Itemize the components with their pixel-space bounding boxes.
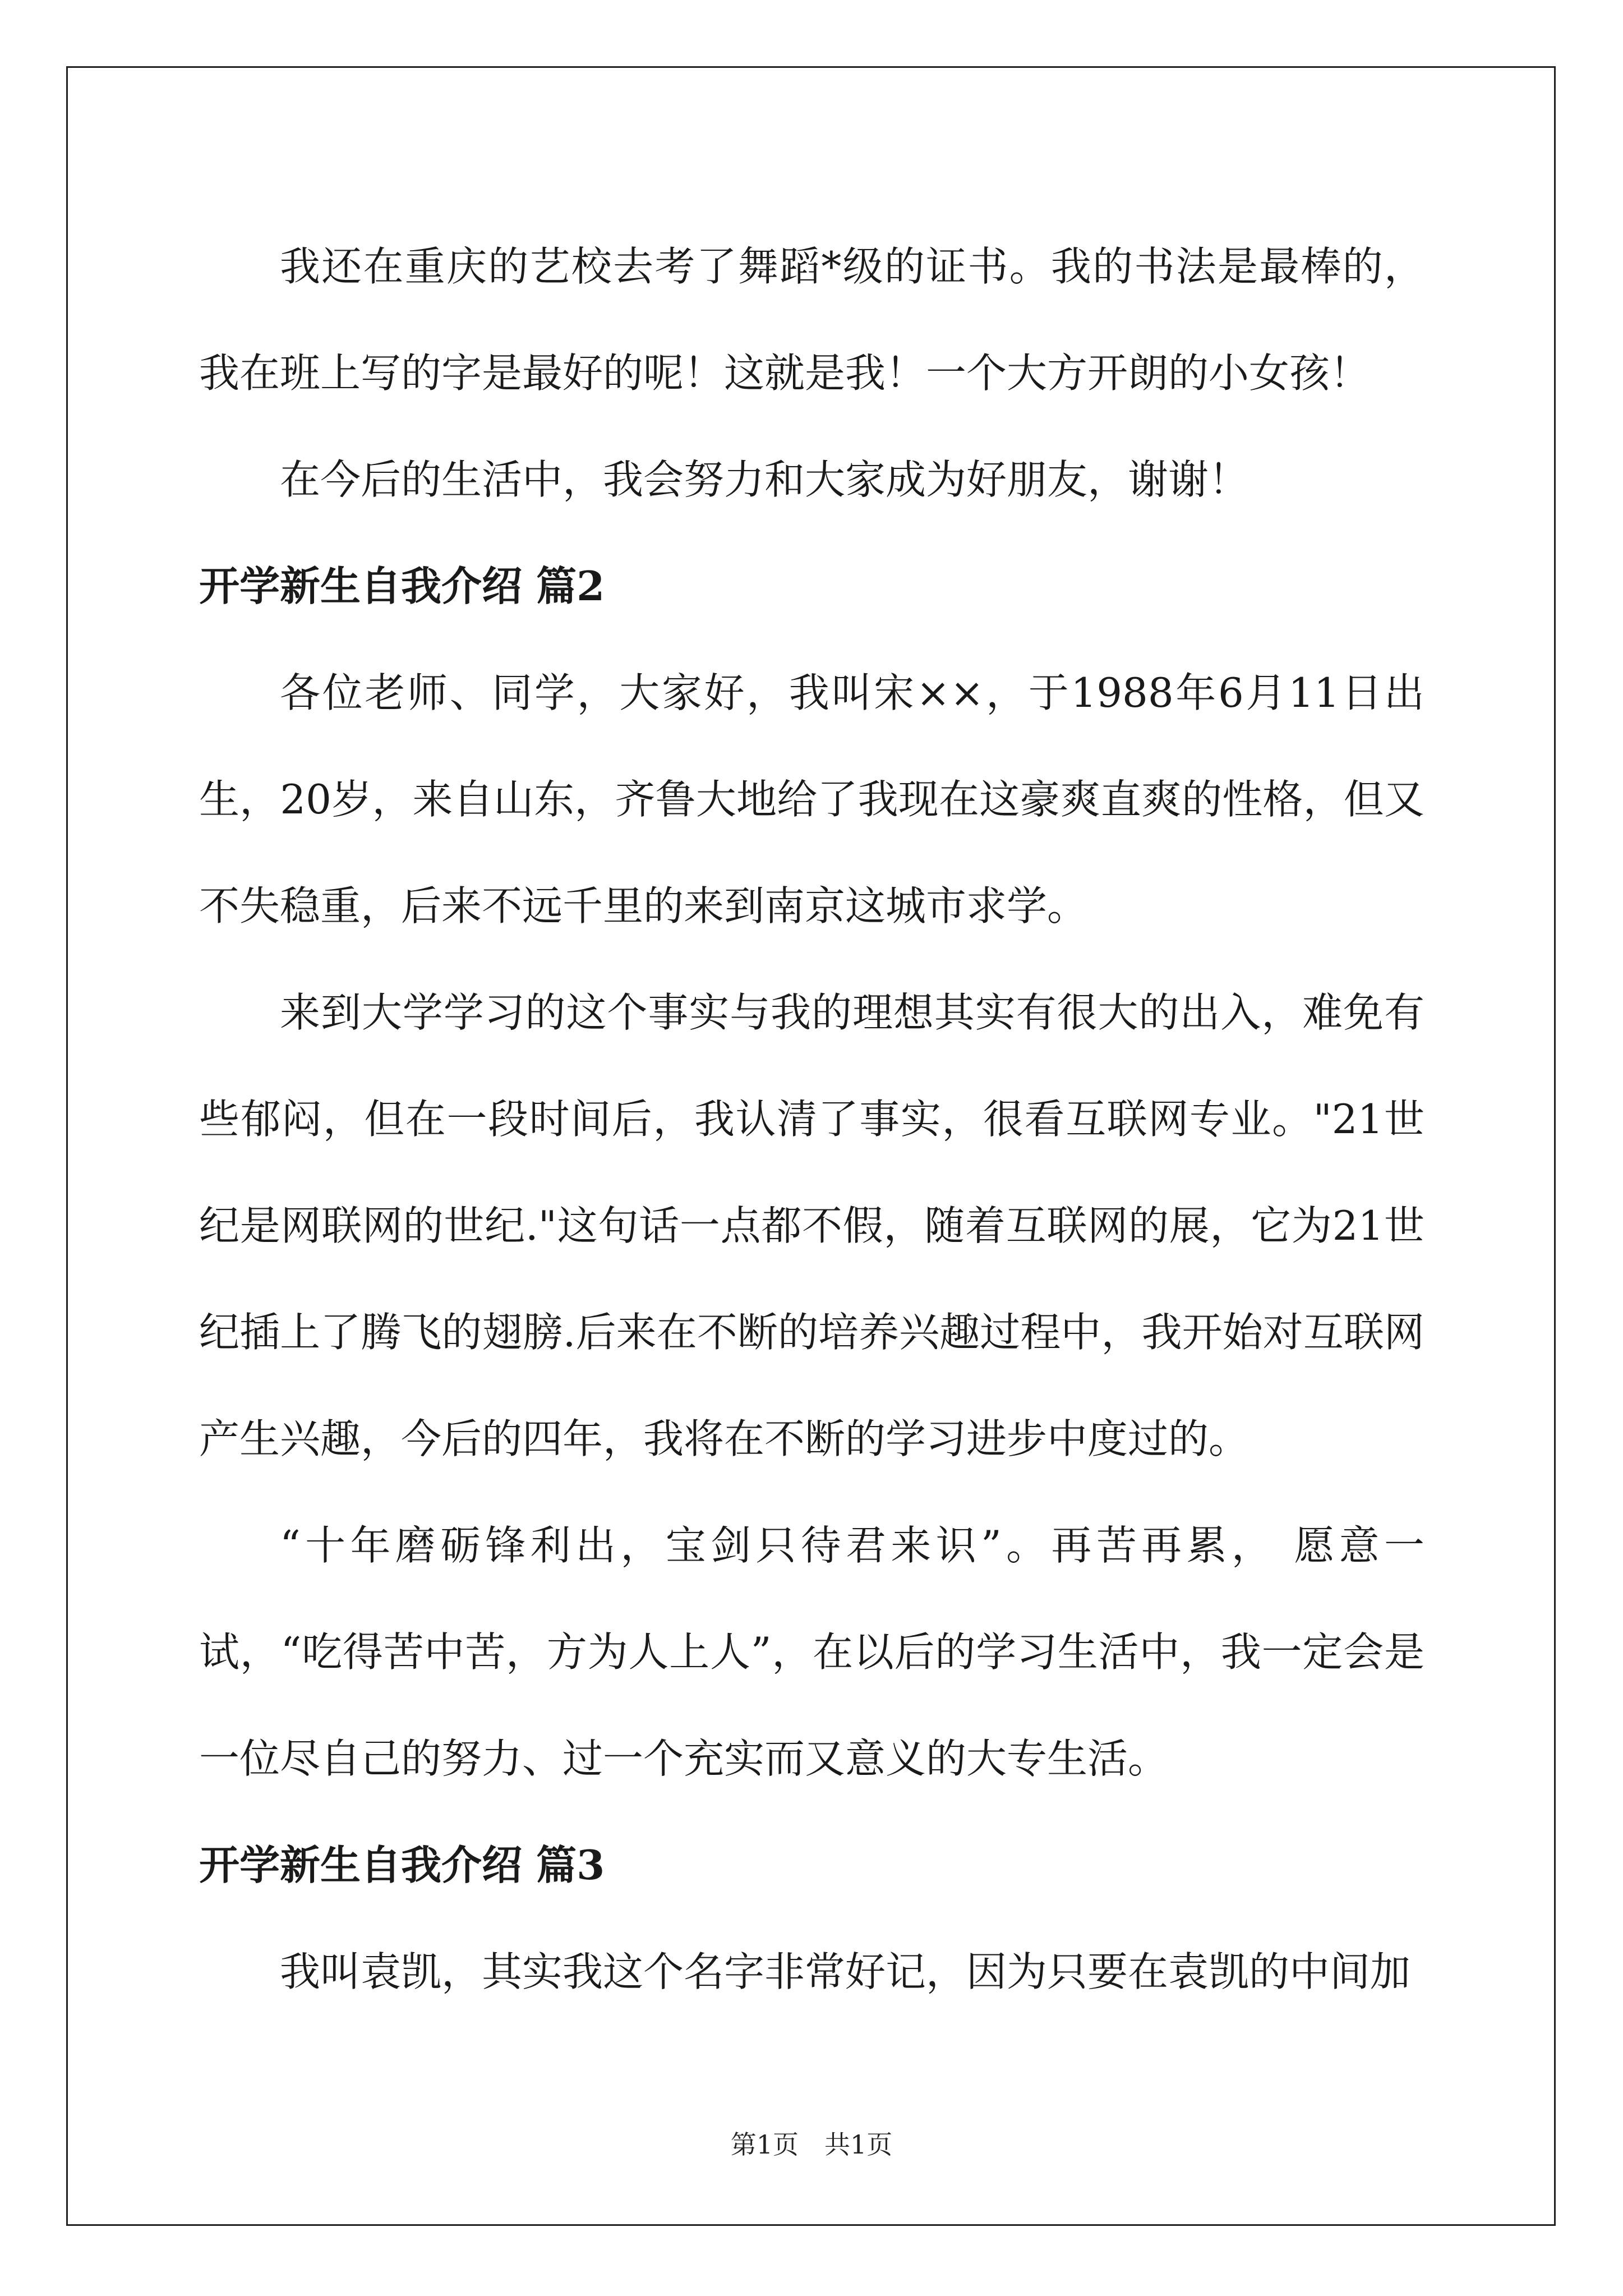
paragraph-university-internet: 来到大学学习的这个事实与我的理想其实有很大的出入，难免有些郁闷，但在一段时间后，我认清了事实，很看互联网专业。"21世纪是网联网的世纪."这句话一点都不假，随着互联网的展，它为21世纪插上了腾飞的翅膀.后来在不断的培养兴趣过程中，我开始对互联网产生兴趣，今后的四年，我将在不断的学习进步中度过的。	[199, 989, 1424, 1462]
paragraph-motto: “十年磨砺锋利出，宝剑只待君来识”。再苦再累， 愿意一试，“吃得苦中苦，方为人上人”，在以后的学习生活中，我一定会是一位尽自己的努力、过一个充实而又意义的大专生活。	[199, 1522, 1424, 1782]
paragraph-thanks: 在今后的生活中，我会努力和大家成为好朋友，谢谢！	[280, 456, 1249, 503]
page-total: 共1页	[824, 2129, 893, 2160]
section-heading-3: 开学新生自我介绍 篇3	[199, 1841, 605, 1889]
paragraph-name-intro: 我叫袁凯，其实我这个名字非常好记，因为只要在袁凯的中间加	[280, 1948, 1411, 1995]
paragraph-dance-calligraphy: 我还在重庆的艺校去考了舞蹈*级的证书。我的书法是最棒的，我在班上写的字是最好的呢！这就是我！一个大方开朗的小女孩！	[199, 243, 1424, 397]
page-footer	[0, 2128, 1623, 2161]
section-heading-2: 开学新生自我介绍 篇2	[199, 562, 605, 610]
document-body	[199, 213, 1424, 2025]
page-number: 第1页	[730, 2129, 799, 2160]
paragraph-introduction: 各位老师、同学，大家好，我叫宋××，于1988年6月11日出生，20岁，来自山东，齐鲁大地给了我现在这豪爽直爽的性格，但又不失稳重，后来不远千里的来到南京这城市求学。	[199, 669, 1424, 930]
